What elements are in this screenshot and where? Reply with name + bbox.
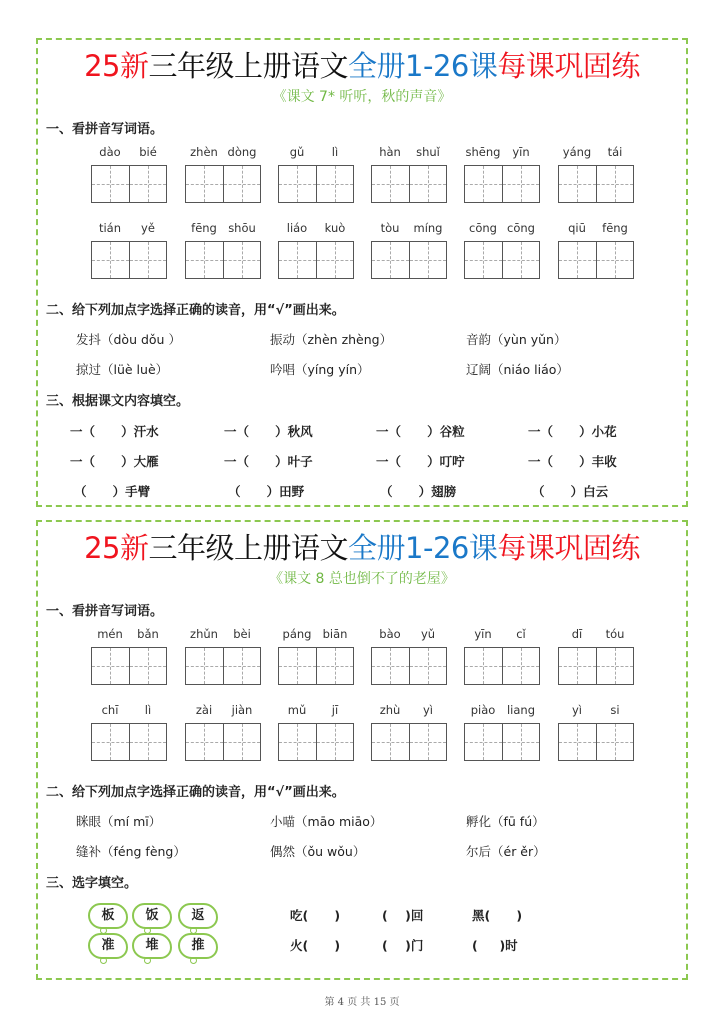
writing-cell[interactable] — [465, 648, 502, 684]
tianzige-grid[interactable] — [91, 647, 167, 685]
reading-item: 孵化（fū fú） — [466, 814, 545, 829]
reading-item: 发抖（dòu dǒu ） — [76, 332, 181, 347]
writing-cell[interactable] — [186, 166, 223, 202]
writing-cell[interactable] — [465, 242, 502, 278]
writing-cell[interactable] — [409, 724, 447, 760]
pinyin-syllable: yì — [422, 703, 433, 717]
pinyin-syllable: bié — [139, 145, 157, 159]
pinyin-word-box[interactable] — [185, 145, 261, 203]
writing-cell[interactable] — [186, 242, 223, 278]
writing-cell[interactable] — [596, 648, 634, 684]
pinyin-syllable: dòng — [227, 145, 257, 159]
tianzige-grid[interactable] — [91, 241, 167, 279]
pinyin-labels — [278, 145, 354, 161]
pinyin-word-box[interactable] — [464, 703, 540, 761]
pinyin-syllable: fēng — [191, 221, 217, 235]
fill-blank-item: 一（ ）秋风 — [224, 424, 313, 439]
tianzige-grid[interactable] — [464, 647, 540, 685]
writing-cell[interactable] — [409, 648, 447, 684]
fill-blank-item: （ ）白云 — [532, 484, 609, 499]
character-cloud: 堆 — [132, 933, 172, 959]
writing-cell[interactable] — [559, 166, 596, 202]
lesson-subtitle: 《课文 7* 听听，秋的声音》 — [272, 89, 452, 105]
pinyin-word-box[interactable] — [278, 703, 354, 761]
character-cloud: 饭 — [132, 903, 172, 929]
pinyin-syllable: yǔ — [420, 627, 436, 641]
writing-cell[interactable] — [465, 166, 502, 202]
choose-item: 黑( ) — [472, 908, 523, 923]
pinyin-syllable: liang — [506, 703, 536, 717]
writing-cell[interactable] — [316, 648, 354, 684]
pinyin-syllable: bǎn — [137, 627, 159, 641]
pinyin-word-box[interactable] — [371, 703, 447, 761]
writing-cell[interactable] — [279, 166, 316, 202]
pinyin-labels — [185, 627, 261, 643]
pinyin-syllable: zhù — [379, 703, 401, 717]
pinyin-syllable: lì — [331, 145, 339, 159]
pinyin-labels — [558, 627, 634, 643]
writing-cell[interactable] — [92, 648, 129, 684]
tianzige-grid[interactable] — [278, 241, 354, 279]
fill-blank-item: 一（ ）大雁 — [70, 454, 159, 469]
fill-blank-item: 一（ ）叶子 — [224, 454, 313, 469]
tianzige-grid[interactable] — [558, 241, 634, 279]
writing-cell[interactable] — [316, 242, 354, 278]
writing-cell[interactable] — [409, 242, 447, 278]
choose-item: 吃( ) — [290, 908, 341, 923]
pinyin-word-box[interactable] — [464, 221, 540, 279]
pinyin-labels — [278, 221, 354, 237]
writing-cell[interactable] — [372, 648, 409, 684]
section-heading-2: 二、给下列加点字选择正确的读音，用“√”画出来。 — [46, 785, 345, 800]
pinyin-labels — [91, 145, 167, 161]
pinyin-syllable: shōu — [228, 221, 256, 235]
pinyin-syllable: dī — [571, 627, 583, 641]
tianzige-grid[interactable] — [558, 723, 634, 761]
pinyin-syllable: cōng — [469, 221, 497, 235]
pinyin-labels — [371, 627, 447, 643]
pinyin-labels — [91, 221, 167, 237]
tianzige-grid[interactable] — [464, 241, 540, 279]
writing-cell[interactable] — [92, 724, 129, 760]
writing-cell[interactable] — [129, 648, 167, 684]
writing-cell[interactable] — [186, 648, 223, 684]
lesson-subtitle: 《课文 8 总也倒不了的老屋》 — [269, 571, 455, 587]
fill-blank-item: 一（ ）谷粒 — [376, 424, 465, 439]
reading-item: 辽阔（niáo liáo） — [466, 362, 569, 377]
pinyin-syllable: cōng — [507, 221, 535, 235]
reading-item: 尔后（ér ěr） — [466, 844, 546, 859]
writing-cell[interactable] — [129, 242, 167, 278]
character-cloud: 板 — [88, 903, 128, 929]
writing-cell[interactable] — [316, 166, 354, 202]
pinyin-word-box[interactable] — [185, 703, 261, 761]
pinyin-syllable: hàn — [379, 145, 401, 159]
pinyin-word-box[interactable] — [278, 145, 354, 203]
pinyin-syllable: shuǐ — [416, 145, 440, 159]
pinyin-syllable: yì — [571, 703, 582, 717]
pinyin-word-box[interactable] — [185, 627, 261, 685]
pinyin-syllable: zài — [195, 703, 213, 717]
pinyin-syllable: biān — [322, 627, 348, 641]
writing-cell[interactable] — [129, 724, 167, 760]
pinyin-syllable: páng — [282, 627, 312, 641]
pinyin-syllable: tái — [607, 145, 623, 159]
pinyin-labels — [558, 703, 634, 719]
section-heading-1: 一、看拼音写词语。 — [46, 604, 164, 619]
pinyin-word-box[interactable] — [91, 703, 167, 761]
writing-cell[interactable] — [596, 724, 634, 760]
fill-blank-item: 一（ ）叮咛 — [376, 454, 465, 469]
fill-blank-item: 一（ ）丰收 — [528, 454, 617, 469]
pinyin-syllable: yě — [141, 221, 155, 235]
pinyin-word-box[interactable] — [558, 627, 634, 685]
pinyin-labels — [185, 221, 261, 237]
pinyin-word-box[interactable] — [185, 221, 261, 279]
writing-cell[interactable] — [502, 242, 540, 278]
pinyin-syllable: gǔ — [289, 145, 305, 159]
writing-cell[interactable] — [559, 648, 596, 684]
writing-cell[interactable] — [372, 242, 409, 278]
pinyin-word-box[interactable] — [91, 221, 167, 279]
choose-item: ( )回 — [382, 908, 424, 923]
writing-cell[interactable] — [372, 166, 409, 202]
writing-cell[interactable] — [92, 242, 129, 278]
tianzige-grid[interactable] — [371, 241, 447, 279]
tianzige-grid[interactable] — [371, 165, 447, 203]
pinyin-syllable: fēng — [602, 221, 628, 235]
writing-cell[interactable] — [465, 724, 502, 760]
writing-cell[interactable] — [129, 166, 167, 202]
pinyin-syllable: qiū — [568, 221, 586, 235]
character-cloud: 返 — [178, 903, 218, 929]
reading-item: 振动（zhèn zhèng） — [270, 332, 393, 347]
page-footer: 第 4 页 共 15 页 — [324, 997, 400, 1008]
reading-item: 偶然（ǒu wǒu） — [270, 844, 366, 859]
pinyin-labels — [278, 627, 354, 643]
pinyin-labels — [91, 627, 167, 643]
pinyin-labels — [464, 221, 540, 237]
pinyin-labels — [464, 145, 540, 161]
pinyin-labels — [185, 145, 261, 161]
writing-cell[interactable] — [223, 724, 261, 760]
tianzige-grid[interactable] — [371, 723, 447, 761]
writing-cell[interactable] — [186, 724, 223, 760]
pinyin-word-box[interactable] — [464, 627, 540, 685]
pinyin-word-box[interactable] — [558, 145, 634, 203]
pinyin-syllable: zhǔn — [190, 627, 218, 641]
section-heading-3: 三、选字填空。 — [46, 876, 138, 891]
fill-blank-item: （ ）手臂 — [74, 484, 151, 499]
tianzige-grid[interactable] — [91, 723, 167, 761]
tianzige-grid[interactable] — [464, 165, 540, 203]
pinyin-labels — [558, 221, 634, 237]
writing-cell[interactable] — [502, 724, 540, 760]
pinyin-word-box[interactable] — [91, 145, 167, 203]
fill-blank-item: 一（ ）小花 — [528, 424, 617, 439]
tianzige-grid[interactable] — [185, 165, 261, 203]
pinyin-word-box[interactable] — [371, 145, 447, 203]
reading-item: 眯眼（mí mī） — [76, 814, 162, 829]
pinyin-syllable: kuò — [324, 221, 346, 235]
pinyin-syllable: yīn — [512, 145, 530, 159]
tianzige-grid[interactable] — [558, 647, 634, 685]
pinyin-word-box[interactable] — [558, 221, 634, 279]
pinyin-labels — [464, 627, 540, 643]
tianzige-grid[interactable] — [185, 241, 261, 279]
writing-cell[interactable] — [92, 166, 129, 202]
pinyin-word-box[interactable] — [91, 627, 167, 685]
pinyin-labels — [371, 145, 447, 161]
pinyin-syllable: cǐ — [516, 627, 526, 641]
pinyin-syllable: si — [610, 703, 620, 717]
writing-cell[interactable] — [223, 166, 261, 202]
writing-cell[interactable] — [559, 724, 596, 760]
tianzige-grid[interactable] — [464, 723, 540, 761]
writing-cell[interactable] — [502, 648, 540, 684]
section-heading-3: 三、根据课文内容填空。 — [46, 394, 190, 409]
pinyin-labels — [464, 703, 540, 719]
writing-cell[interactable] — [316, 724, 354, 760]
pinyin-syllable: mén — [97, 627, 123, 641]
tianzige-grid[interactable] — [371, 647, 447, 685]
pinyin-word-box[interactable] — [464, 145, 540, 203]
pinyin-labels — [278, 703, 354, 719]
writing-cell[interactable] — [409, 166, 447, 202]
pinyin-labels — [91, 703, 167, 719]
pinyin-labels — [558, 145, 634, 161]
writing-cell[interactable] — [502, 166, 540, 202]
writing-cell[interactable] — [223, 242, 261, 278]
writing-cell[interactable] — [372, 724, 409, 760]
writing-cell[interactable] — [559, 242, 596, 278]
section-heading-2: 二、给下列加点字选择正确的读音，用“√”画出来。 — [46, 303, 345, 318]
writing-cell[interactable] — [279, 724, 316, 760]
pinyin-syllable: lì — [144, 703, 152, 717]
tianzige-grid[interactable] — [185, 647, 261, 685]
pinyin-syllable: tòu — [380, 221, 400, 235]
tianzige-grid[interactable] — [558, 165, 634, 203]
page-title: 25新三年级上册语文全册1-26课每课巩固练 — [84, 49, 640, 83]
fill-blank-item: （ ）翅膀 — [380, 484, 457, 499]
reading-item: 小喵（māo miāo） — [270, 814, 383, 829]
pinyin-syllable: piào — [470, 703, 496, 717]
section-heading-1: 一、看拼音写词语。 — [46, 122, 164, 137]
pinyin-syllable: shēng — [465, 145, 501, 159]
pinyin-syllable: tóu — [605, 627, 625, 641]
pinyin-syllable: jiàn — [231, 703, 253, 717]
pinyin-syllable: zhèn — [190, 145, 218, 159]
choose-item: ( )时 — [472, 938, 518, 953]
reading-item: 音韵（yùn yǔn） — [466, 332, 567, 347]
pinyin-syllable: tián — [98, 221, 122, 235]
choose-item: ( )门 — [382, 938, 424, 953]
pinyin-syllable: bào — [379, 627, 401, 641]
pinyin-syllable: míng — [413, 221, 443, 235]
pinyin-syllable: dào — [99, 145, 121, 159]
pinyin-syllable: mǔ — [287, 703, 307, 717]
reading-item: 缝补（féng fèng） — [76, 844, 186, 859]
pinyin-syllable: jī — [331, 703, 339, 717]
writing-cell[interactable] — [279, 242, 316, 278]
character-cloud: 准 — [88, 933, 128, 959]
character-cloud: 推 — [178, 933, 218, 959]
pinyin-word-box[interactable] — [278, 627, 354, 685]
worksheet-lesson-7 — [36, 38, 688, 507]
fill-blank-item: （ ）田野 — [228, 484, 305, 499]
worksheet-lesson-8 — [36, 520, 688, 980]
pinyin-syllable: chī — [101, 703, 119, 717]
writing-cell[interactable] — [223, 648, 261, 684]
writing-cell[interactable] — [596, 242, 634, 278]
writing-cell[interactable] — [279, 648, 316, 684]
tianzige-grid[interactable] — [278, 647, 354, 685]
pinyin-word-box[interactable] — [371, 221, 447, 279]
writing-cell[interactable] — [596, 166, 634, 202]
tianzige-grid[interactable] — [91, 165, 167, 203]
page-title: 25新三年级上册语文全册1-26课每课巩固练 — [84, 531, 640, 565]
pinyin-syllable: bèi — [233, 627, 251, 641]
tianzige-grid[interactable] — [278, 723, 354, 761]
pinyin-syllable: yīn — [474, 627, 492, 641]
pinyin-labels — [371, 221, 447, 237]
reading-item: 掠过（lüè luè） — [76, 362, 169, 377]
pinyin-labels — [371, 703, 447, 719]
pinyin-labels — [185, 703, 261, 719]
pinyin-word-box[interactable] — [558, 703, 634, 761]
pinyin-word-box[interactable] — [278, 221, 354, 279]
pinyin-word-box[interactable] — [371, 627, 447, 685]
fill-blank-item: 一（ ）汗水 — [70, 424, 159, 439]
reading-item: 吟唱（yíng yín） — [270, 362, 370, 377]
choose-item: 火( ) — [290, 938, 341, 953]
pinyin-syllable: yáng — [562, 145, 592, 159]
tianzige-grid[interactable] — [185, 723, 261, 761]
tianzige-grid[interactable] — [278, 165, 354, 203]
pinyin-syllable: liáo — [286, 221, 308, 235]
